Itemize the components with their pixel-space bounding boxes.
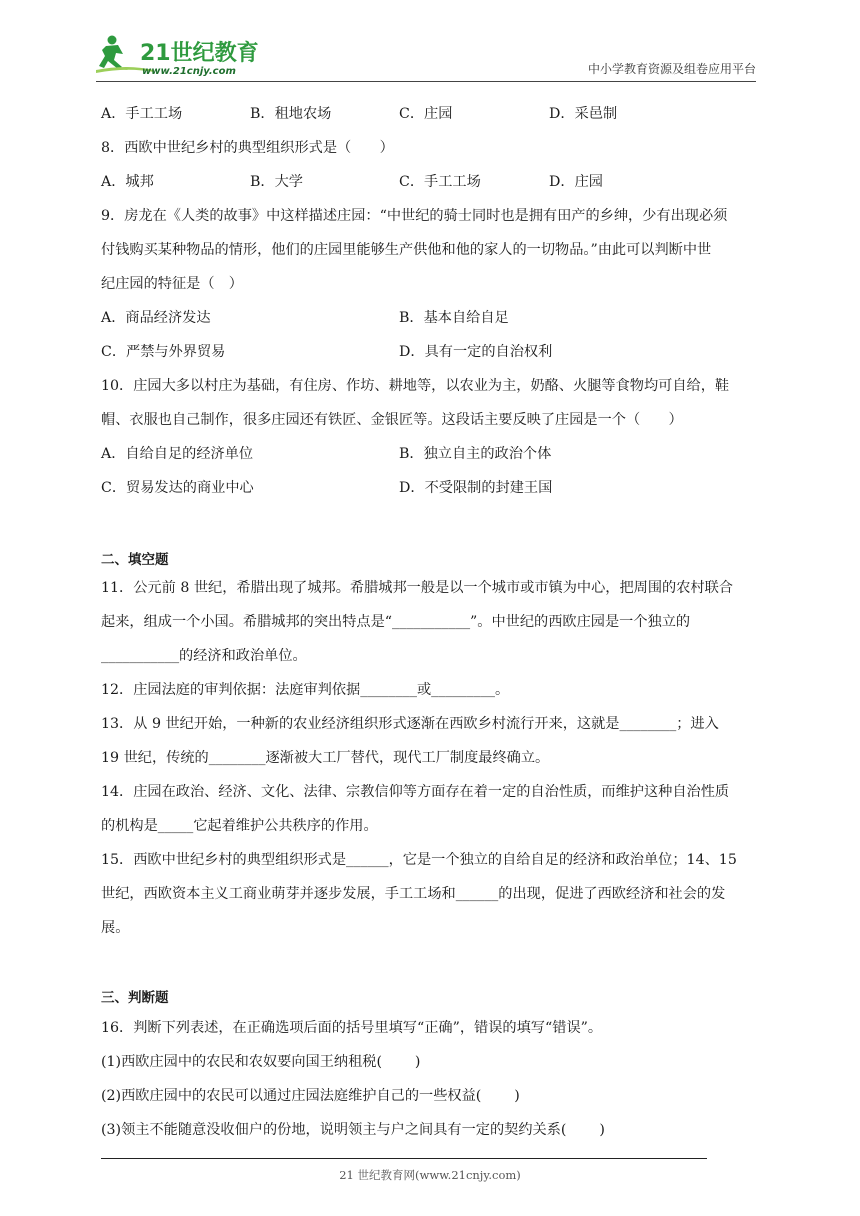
q13-line-1: 13．从 9 世纪开始，一种新的农业经济组织形式逐渐在西欧乡村流行开来，这就是________；进入: [101, 716, 719, 732]
q8-stem: 8．西欧中世纪乡村的典型组织形式是（ ）: [101, 140, 394, 156]
q8-option-d: D．庄园: [549, 174, 603, 190]
q16-stem: 16．判断下列表述，在正确选项后面的括号里填写“正确”，错误的填写“错误”。: [101, 1020, 603, 1036]
svg-text:www.21cnjy.com: www.21cnjy.com: [142, 66, 236, 76]
section-fill-in-heading: 二、填空题: [101, 552, 169, 568]
q15-line-1: 15．西欧中世纪乡村的典型组织形式是______，它是一个独立的自给自足的经济和政治单位；14、15: [101, 852, 737, 868]
section-judgement-heading: 三、判断题: [101, 990, 169, 1006]
q10-stem-line-1: 10．庄园大多以村庄为基础，有住房、作坊、耕地等，以农业为主，奶酪、火腿等食物均可自给，鞋: [101, 378, 730, 394]
q8-option-a: A．城邦: [101, 174, 154, 190]
q9-stem-line-2: 付钱购买某种物品的情形，他们的庄园里能够生产供他和他的家人的一切物品。”由此可以判断中世: [101, 242, 712, 258]
q8-option-b: B．大学: [250, 174, 303, 190]
q16-item-3: (3)领主不能随意没收佃户的份地，说明领主与户之间具有一定的契约关系( ): [101, 1122, 605, 1138]
q16-item-2: (2)西欧庄园中的农民可以通过庄园法庭维护自己的一些权益( ): [101, 1088, 520, 1104]
q7-option-c: C．庄园: [399, 106, 453, 122]
q9-option-a: A．商品经济发达: [101, 310, 211, 326]
q16-item-1: (1)西欧庄园中的农民和农奴要向国王纳租税( ): [101, 1054, 421, 1070]
header-divider: [96, 81, 756, 82]
q9-option-d: D．具有一定的自治权利: [399, 344, 553, 360]
q12: 12．庄园法庭的审判依据：法庭审判依据________或_________。: [101, 682, 510, 698]
svg-text:21世纪教育: 21世纪教育: [140, 41, 259, 66]
q9-option-b: B．基本自给自足: [399, 310, 509, 326]
q15-line-2: 世纪，西欧资本主义工商业萌芽并逐步发展，手工工场和______的出现，促进了西欧经济和社会的发: [101, 886, 726, 902]
q11-line-1: 11．公元前 8 世纪，希腊出现了城邦。希腊城邦一般是以一个城市或市镇为中心，把周围的农村联合: [101, 580, 733, 596]
q11-line-3: ___________的经济和政治单位。: [101, 648, 307, 664]
footer-divider: [101, 1158, 707, 1159]
21cnjy-logo: [96, 34, 266, 76]
q10-option-a: A．自给自足的经济单位: [101, 446, 254, 462]
q14-line-1: 14．庄园在政治、经济、文化、法律、宗教信仰等方面存在着一定的自治性质，而维护这种自治性质: [101, 784, 730, 800]
platform-title: 中小学教育资源及组卷应用平台: [587, 62, 756, 76]
q10-stem-line-2: 帽、衣服也自己制作，很多庄园还有铁匠、金银匠等。这段话主要反映了庄园是一个（ ）: [101, 412, 683, 428]
q10-option-c: C．贸易发达的商业中心: [101, 480, 254, 496]
q7-option-b: B．租地农场: [250, 106, 332, 122]
page-header: [96, 30, 756, 82]
q10-option-b: B．独立自主的政治个体: [399, 446, 552, 462]
q10-option-d: D．不受限制的封建王国: [399, 480, 553, 496]
q11-line-2: 起来，组成一个小国。希腊城邦的突出特点是“___________”。中世纪的西欧庄园是一个独立的: [101, 614, 691, 630]
q7-option-a: A．手工工场: [101, 106, 183, 122]
footer-text: 21 世纪教育网(www.21cnjy.com): [339, 1168, 521, 1182]
q9-option-c: C．严禁与外界贸易: [101, 344, 226, 360]
q15-line-3: 展。: [101, 920, 130, 936]
q9-stem-line-3: 纪庄园的特征是（ ）: [101, 276, 243, 292]
q13-line-2: 19 世纪，传统的________逐渐被大工厂替代，现代工厂制度最终确立。: [101, 750, 550, 766]
q9-stem-line-1: 9．房龙在《人类的故事》中这样描述庄园：“中世纪的骑士同时也是拥有田产的乡绅，少有出现必须: [101, 208, 728, 224]
q8-option-c: C．手工工场: [399, 174, 481, 190]
q7-option-d: D．采邑制: [549, 106, 618, 122]
q14-line-2: 的机构是_____它起着维护公共秩序的作用。: [101, 818, 378, 834]
